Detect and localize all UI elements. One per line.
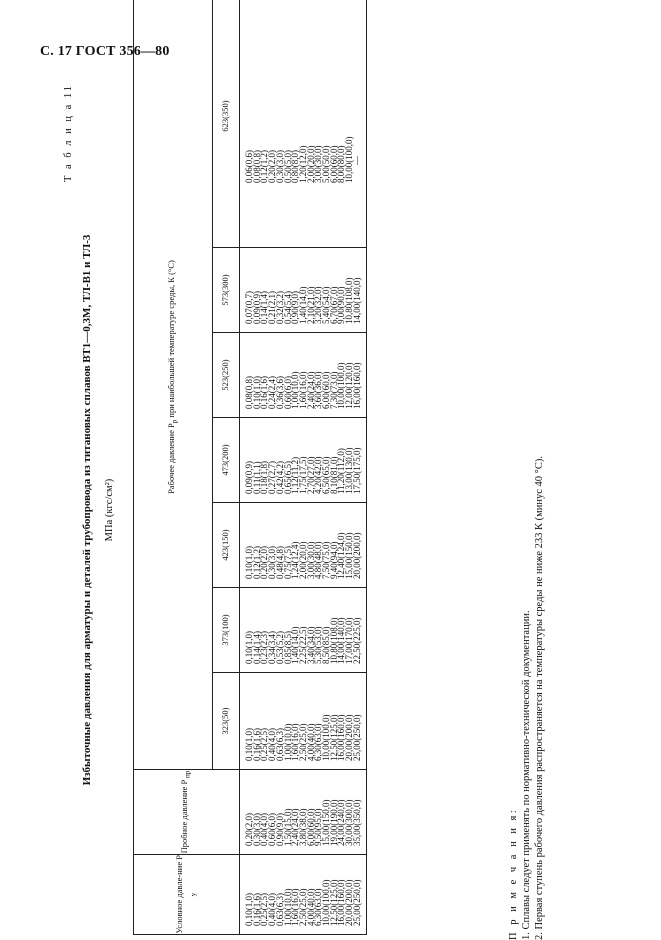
table-cell: 8,10(81,0)	[328, 456, 339, 494]
table-cell: 20,00(200,0)	[344, 714, 355, 761]
table-cell: 1,60(16,0)	[290, 888, 301, 926]
table-cell: 1,40(14,0)	[290, 626, 301, 664]
table-cell: 0,30(3,0)	[251, 813, 262, 846]
table-cell: 0,20(2,0)	[267, 150, 278, 183]
table-cell: 0,63(6,3)	[274, 893, 285, 926]
table-cell: 8,00(80,0)	[336, 145, 347, 183]
header-temp: 523(250)	[213, 333, 240, 418]
table-cell: 15,00(150,0)	[344, 532, 355, 579]
header-test-pressure-label: Пробное давление P	[179, 780, 190, 854]
table-cell: 35,00(350,0)	[351, 799, 362, 846]
table-cell: 1,00(10,0)	[290, 371, 301, 409]
table-cell: 1,20(12,0)	[297, 145, 308, 183]
table-cell: 2,70(27,0)	[305, 456, 316, 494]
table-cell: 0,48(4,8)	[274, 546, 285, 579]
header-temp: 373(100)	[213, 588, 240, 673]
table-cell: 20,00(200,0)	[344, 879, 355, 926]
table-cell: 0,16(1,6)	[259, 376, 270, 409]
table-cell: 0,40(4,0)	[267, 728, 278, 761]
table-cell: 1,50(15,0)	[282, 808, 293, 846]
table-cell: 0,65(6,5)	[282, 461, 293, 494]
header-group-prefix: Рабочее давление P	[165, 423, 176, 494]
table-cell: 6,00(60,0)	[321, 371, 332, 409]
table-cell: 14,00(140,0)	[351, 277, 362, 324]
table-cell: 0,11(1,1)	[251, 461, 262, 494]
table-cell: 9,40(94,0)	[328, 541, 339, 579]
table-cell: 2,10(21,0)	[305, 286, 316, 324]
table-cell: 9,00(90,0)	[336, 286, 347, 324]
table-cell: 0,42(4,2)	[274, 461, 285, 494]
table-cell: 2,50(25,0)	[297, 723, 308, 761]
table-cell: 0,10(1,0)	[244, 728, 254, 761]
table-cell: 6,00(60,0)	[328, 145, 339, 183]
table-cell: 6,70(67,0)	[328, 286, 339, 324]
table-cell: 1,00(10,0)	[282, 723, 293, 761]
table-column	[240, 855, 367, 935]
table-cell: 0,85(8,5)	[282, 631, 293, 664]
table-cell: 4,80(48,0)	[313, 541, 324, 579]
table-column	[240, 418, 367, 503]
table-cell: 3,60(36,0)	[313, 371, 324, 409]
header-nominal-pressure	[134, 855, 240, 935]
table-cell: 25,00(250,0)	[351, 879, 362, 926]
table-cell: 7,50(75,0)	[321, 541, 332, 579]
table-cell: 0,27(2,7)	[267, 461, 278, 494]
table-cell: 16,00(160,0)	[336, 879, 347, 926]
table-cell: 0,60(6,0)	[282, 376, 293, 409]
table-units	[104, 80, 115, 940]
header-temp: 473(200)	[213, 418, 240, 503]
table-cell: 0,30(3,0)	[267, 546, 278, 579]
table-cell: 0,08(0,8)	[244, 376, 254, 409]
table-cell: 0,54(5,4)	[282, 291, 293, 324]
table-cell: 0,08(0,8)	[251, 150, 262, 183]
table-cell: 0,25(2,5)	[259, 728, 270, 761]
table-column	[240, 248, 367, 333]
table-label: Т а б л и ц а 11	[63, 84, 74, 183]
table-cell: 0,80(8,0)	[290, 150, 301, 183]
table-cell: 0,10(1,0)	[244, 893, 254, 926]
table-cell: 0,25(2,5)	[259, 893, 270, 926]
table-cell: 17,50(175,0)	[351, 447, 362, 494]
notes	[507, 456, 546, 940]
table-cell: 6,30(63,0)	[313, 723, 324, 761]
table-cell: 0,63(6,3)	[274, 728, 285, 761]
table-cell: 0,14(1,4)	[251, 631, 262, 664]
table-cell: 10,00(100,0)	[321, 714, 332, 761]
header-group-suffix: при наибольшей температуре среды, К (°С)	[165, 260, 176, 420]
table-column	[240, 333, 367, 418]
table-cell: 25,00(250,0)	[351, 714, 362, 761]
table-cell: 1,00(10,0)	[282, 888, 293, 926]
table-cell: 0,09(0,9)	[251, 291, 262, 324]
table-cell: 0,06(0,6)	[244, 150, 254, 183]
table-cell: 2,50(25,0)	[297, 888, 308, 926]
header-temp: 423(150)	[213, 503, 240, 588]
table-cell: 0,23(2,3)	[259, 631, 270, 664]
table-column	[240, 770, 367, 855]
table-cell: 10,00(100,0)	[321, 879, 332, 926]
table-cell: 4,00(40,0)	[305, 888, 316, 926]
header-test-pressure	[134, 770, 240, 855]
table-cell: 10,00(100,0)	[344, 136, 355, 183]
table-cell: 9,50(95,0)	[313, 808, 324, 846]
pressure-table	[133, 0, 367, 935]
table-cell: 12,40(124,0)	[336, 532, 347, 579]
table-cell: 0,16(1,6)	[251, 893, 262, 926]
rotated-table-block	[60, 80, 620, 940]
table-cell: 0,20(2,0)	[244, 813, 254, 846]
header-test-pressure-sub: пр	[184, 770, 193, 779]
header-working-pressure-group	[134, 0, 213, 770]
table-cell: 1,60(16,0)	[297, 371, 308, 409]
table-column	[240, 0, 367, 248]
table-cell: 4,20(42,0)	[313, 456, 324, 494]
table-cell: 6,30(63,0)	[313, 888, 324, 926]
table-cell: 1,40(14,0)	[297, 286, 308, 324]
table-cell: 20,00(200,0)	[351, 532, 362, 579]
table-cell: 0,40(4,0)	[267, 893, 278, 926]
table-cell: 0,90(9,0)	[274, 813, 285, 846]
table-column	[240, 673, 367, 770]
table-cell: 14,00(140,0)	[336, 617, 347, 664]
table-cell: 0,32(3,2)	[274, 291, 285, 324]
table-cell: 12,00(120,0)	[344, 362, 355, 409]
table-cell: 16,00(160,0)	[336, 714, 347, 761]
table-column	[240, 503, 367, 588]
table-cell: 3,40(34,0)	[305, 626, 316, 664]
table-cell: 12,50(125,0)	[328, 714, 339, 761]
units-label: МПа (кгс/см²)	[104, 478, 115, 542]
table-column	[240, 588, 367, 673]
page-header: С. 17 ГОСТ 356—80	[40, 44, 170, 59]
notes-title: П р и м е ч а н и я:	[508, 807, 519, 940]
table-cell: 22,50(225,0)	[351, 617, 362, 664]
table-cell: 10,80(108,0)	[344, 277, 355, 324]
table-cell: 6,50(65,0)	[321, 456, 332, 494]
header-nominal-pressure-label: Условное давле-ние P	[173, 855, 184, 934]
table-cell: 2,25(22,5)	[297, 626, 308, 664]
table-title: Избыточные давления для арматуры и деталей трубопровода из титановых сплавов ВТ1—0,3М, ТЛ-В1 и ТЛ-3	[81, 234, 93, 786]
table-cell: 7,30(73,0)	[328, 371, 339, 409]
table-cell: 10,00(100,0)	[336, 362, 347, 409]
table-cell: 19,00(190,0)	[328, 799, 339, 846]
table-cell: 0,12(1,2)	[259, 150, 270, 183]
table-cell: 0,16(1,6)	[251, 728, 262, 761]
table-cell: 5,00(50,0)	[321, 145, 332, 183]
table-cell: 6,00(60,0)	[305, 808, 316, 846]
note-item: 1. Сплавы следует применять по нормативно-технической документации.	[521, 610, 532, 940]
table-cell: 1,12(11,2)	[290, 456, 301, 494]
table-cell: 0,24(2,4)	[267, 376, 278, 409]
table-cell: 15,00(150,0)	[321, 799, 332, 846]
header-group-sub: р	[170, 419, 179, 424]
table-cell: 8,50(85,0)	[321, 626, 332, 664]
table-cell: 0,60(6,0)	[267, 813, 278, 846]
table-cell: 5,40(54,0)	[321, 286, 332, 324]
table-cell: 3,80(38,0)	[297, 808, 308, 846]
table-cell: 0,09(0,9)	[244, 461, 254, 494]
table-cell: 0,53(5,2)	[274, 631, 285, 664]
note-item: 2. Первая ступень рабочего давления распространяется на температуры среды не ниже 233 К (минус 40 °С).	[534, 456, 545, 940]
table-cell: 3,00(30,0)	[305, 541, 316, 579]
table-cell: 0,36(3,6)	[274, 376, 285, 409]
table-cell: 30,00(300,0)	[344, 799, 355, 846]
header-temp: 623(350)	[213, 0, 240, 248]
table-cell: 0,40(4,0)	[259, 813, 270, 846]
table-cell: 10,80(108,0)	[328, 617, 339, 664]
table-cell: 1,24(12,4)	[290, 541, 301, 579]
table-cell: 2,00(20,0)	[297, 541, 308, 579]
header-temp: 323(50)	[213, 673, 240, 770]
table-cell: 11,20(112,0)	[336, 448, 347, 494]
table-cell: 24,00(240,0)	[336, 799, 347, 846]
table-cell: 2,00(20,0)	[305, 145, 316, 183]
table-cell: 0,30(3,0)	[274, 150, 285, 183]
table-cell: 16,00(160,0)	[351, 362, 362, 409]
table-cell: 0,10(1,0)	[251, 376, 262, 409]
table-cell: 3,20(32,0)	[313, 286, 324, 324]
table-cell: 0,10(1,0)	[244, 631, 254, 664]
table-cell: 1,75(17,5)	[297, 456, 308, 494]
table-cell: 0,75(7,5)	[282, 546, 293, 579]
table-cell: 0,21(2,1)	[267, 291, 278, 324]
table-cell: 4,00(40,0)	[305, 723, 316, 761]
header-nominal-pressure-sub: у	[189, 892, 198, 897]
table-cell: 0,20(2,0)	[259, 546, 270, 579]
table-cell: 13,00(130,0)	[344, 447, 355, 494]
header-temp: 573(300)	[213, 248, 240, 333]
table-cell: 17,00(170,0)	[344, 617, 355, 664]
table-cell: 2,40(24,0)	[305, 371, 316, 409]
table-cell: 0,34(3,4)	[267, 631, 278, 664]
table-cell: 0,14(1,4)	[259, 291, 270, 324]
table-cell: —	[351, 156, 362, 165]
table-cell: 2,40(24,0)	[290, 808, 301, 846]
table-cell: 0,12(1,2)	[251, 546, 262, 579]
table-cell: 12,50(125,0)	[328, 879, 339, 926]
table-cell: 3,00(30,0)	[313, 145, 324, 183]
table-cell: 5,30(53,0)	[313, 626, 324, 664]
table-cell: 0,07(0,7)	[244, 291, 254, 324]
table-cell: 0,18(1,8)	[259, 461, 270, 494]
table-cell: 0,10(1,0)	[244, 546, 254, 579]
table-cell: 0,90(9,0)	[290, 291, 301, 324]
table-cell: 0,50(5,0)	[282, 150, 293, 183]
table-cell: 1,60(16,0)	[290, 723, 301, 761]
